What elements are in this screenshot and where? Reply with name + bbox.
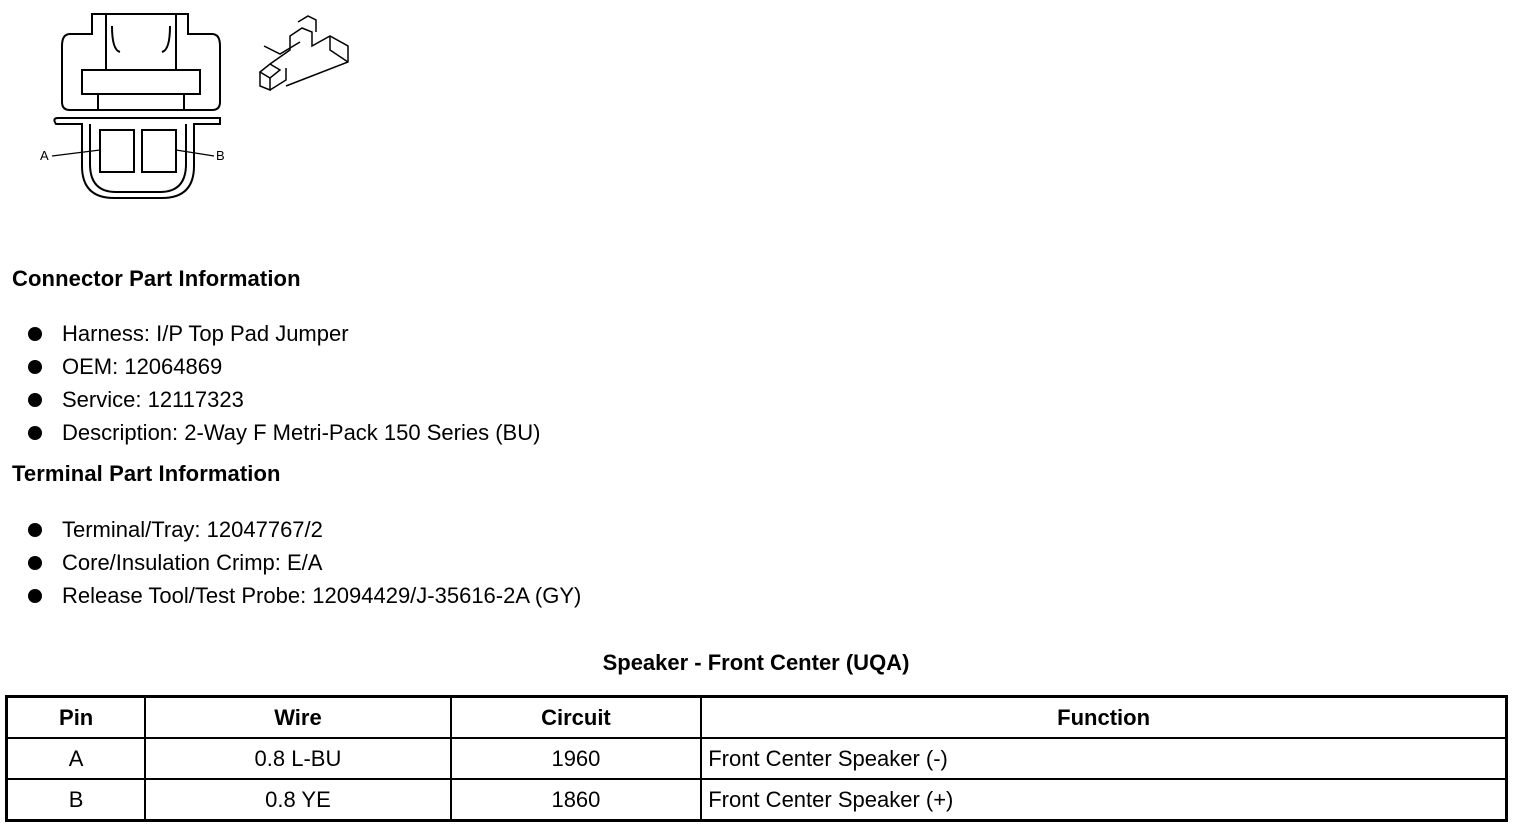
connector-iso-view	[260, 16, 348, 90]
list-item	[28, 350, 540, 383]
terminal-info-list	[28, 513, 581, 612]
pinout-table	[5, 695, 1508, 822]
cell-wire: 0.8 L-BU	[145, 738, 450, 779]
cell-circuit: 1960	[451, 738, 702, 779]
list-item	[28, 416, 540, 449]
cell-circuit: 1860	[451, 779, 702, 821]
connector-info-list	[28, 317, 540, 449]
crimp-text: Core/Insulation Crimp: E/A	[62, 550, 323, 575]
bullet-icon	[28, 327, 42, 341]
description-text: Description: 2-Way F Metri-Pack 150 Series (BU)	[62, 420, 541, 445]
harness-text: Harness: I/P Top Pad Jumper	[62, 321, 349, 346]
table-title: Speaker - Front Center (UQA)	[602, 650, 910, 675]
table-row	[7, 738, 1507, 779]
bullet-icon	[28, 393, 42, 407]
connector-face-view	[30, 6, 360, 206]
bullet-icon	[28, 360, 42, 374]
cell-function: Front Center Speaker (+)	[701, 779, 1506, 821]
header-wire: Wire	[145, 697, 450, 739]
cell-pin: B	[7, 779, 146, 821]
header-circuit: Circuit	[451, 697, 702, 739]
cell-wire: 0.8 YE	[145, 779, 450, 821]
bullet-icon	[28, 523, 42, 537]
bullet-icon	[28, 556, 42, 570]
pin-a-label: A	[40, 148, 49, 163]
bullet-icon	[28, 426, 42, 440]
connector-drawing	[30, 6, 360, 206]
service-text: Service: 12117323	[62, 387, 244, 412]
terminal-tray-text: Terminal/Tray: 12047767/2	[62, 517, 323, 542]
list-item	[28, 513, 581, 546]
header-function: Function	[701, 697, 1506, 739]
table-row	[7, 779, 1507, 821]
terminal-info-title: Terminal Part Information	[12, 461, 281, 486]
list-item	[28, 579, 581, 612]
list-item	[28, 383, 540, 416]
cell-function: Front Center Speaker (-)	[701, 738, 1506, 779]
oem-text: OEM: 12064869	[62, 354, 223, 379]
pin-b-label: B	[216, 148, 225, 163]
connector-info-title: Connector Part Information	[12, 266, 301, 291]
list-item	[28, 317, 540, 350]
table-header-row	[7, 697, 1507, 739]
header-pin: Pin	[7, 697, 146, 739]
cell-pin: A	[7, 738, 146, 779]
list-item	[28, 546, 581, 579]
bullet-icon	[28, 589, 42, 603]
release-tool-text: Release Tool/Test Probe: 12094429/J-35616-2A (GY)	[62, 583, 582, 608]
